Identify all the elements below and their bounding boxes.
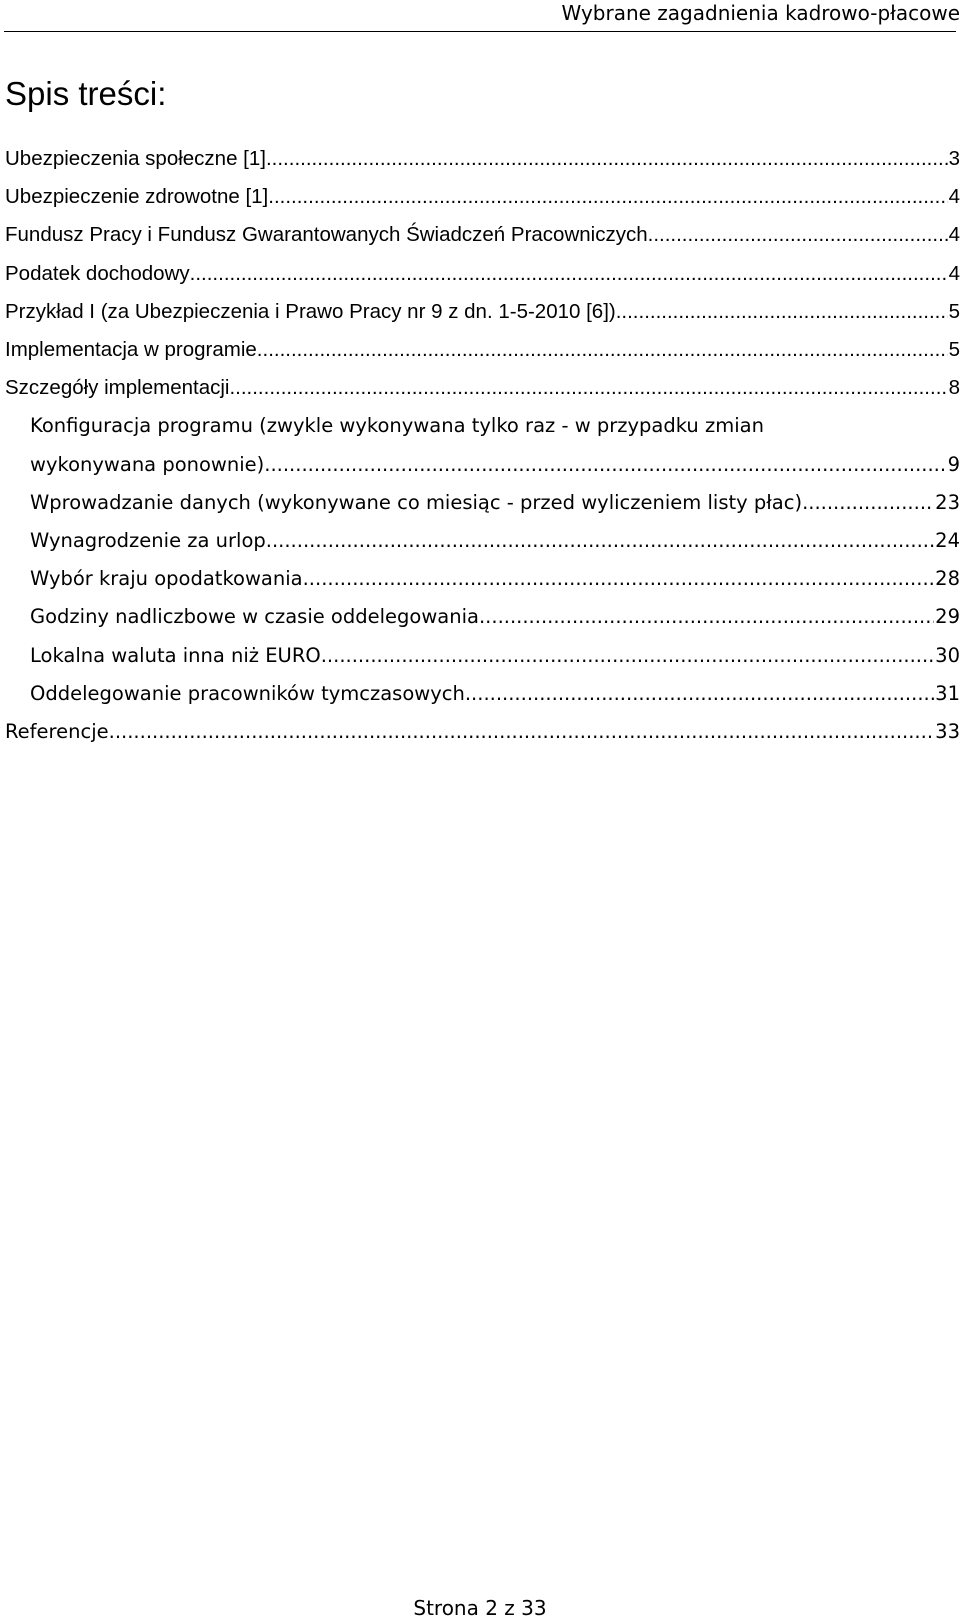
toc-entry-page: 3 [948, 147, 960, 170]
toc-entry[interactable] [0, 178, 960, 216]
toc-entry-page: 5 [948, 338, 960, 362]
toc-entry-text-line1: Konfiguracja programu (zwykle wykonywana tylko raz - w przypadku zmian [30, 414, 764, 438]
toc-dot-leader [616, 293, 948, 331]
toc-entry[interactable] [0, 255, 960, 293]
toc-dot-leader [802, 484, 934, 522]
toc-entry-text: Lokalna waluta inna niż EURO [30, 643, 321, 667]
toc-dot-leader [648, 216, 948, 254]
toc-entry-page: 28 [935, 567, 960, 591]
toc-dot-leader [321, 637, 934, 675]
toc-entry-page: 29 [935, 605, 960, 629]
toc-entry-text: Godziny nadliczbowe w czasie oddelegowania [30, 605, 479, 629]
toc-entry-page: 30 [935, 643, 960, 667]
toc-entry-text: wykonywana ponownie) [30, 452, 265, 476]
toc-entry-page: 24 [935, 529, 960, 553]
toc-entry[interactable] [0, 140, 960, 178]
toc-entry-text: Wprowadzanie danych (wykonywane co miesiąc - przed wyliczeniem listy płac) [30, 490, 803, 514]
toc-dot-leader [229, 369, 947, 407]
toc-entry-text: Implementacja w programie [5, 338, 257, 362]
toc-entry-text: Wybór kraju opodatkowania [30, 567, 303, 591]
toc-entry-text: Fundusz Pracy i Fundusz Gwarantowanych Świadczeń Pracowniczych [5, 223, 648, 247]
toc-dot-leader [266, 140, 948, 178]
toc-entry-text: Szczegóły implementacji [5, 376, 230, 400]
toc-subentry[interactable] [0, 522, 960, 560]
toc-subentry[interactable] [0, 598, 960, 636]
toc-entry-text: Referencje [5, 720, 109, 744]
toc-entry-page: 4 [948, 261, 960, 285]
toc-dot-leader [479, 598, 934, 636]
toc-dot-leader [109, 713, 935, 751]
toc-subentry[interactable] [0, 560, 960, 598]
toc-entry-page: 4 [948, 223, 960, 247]
toc-entry[interactable] [0, 369, 960, 407]
toc-dot-leader [257, 331, 948, 369]
toc-dot-leader [190, 255, 948, 293]
table-of-contents [0, 140, 960, 751]
toc-entry-page: 4 [948, 185, 960, 209]
toc-entry-page: 33 [935, 720, 960, 744]
toc-subentry[interactable] [0, 637, 960, 675]
toc-dot-leader [268, 178, 947, 216]
toc-dot-leader [303, 560, 935, 598]
toc-entry-page: 9 [947, 452, 960, 476]
toc-entry-text: Ubezpieczenie zdrowotne [1] [5, 185, 269, 209]
toc-dot-leader [465, 675, 934, 713]
toc-dot-leader [264, 446, 946, 484]
toc-title: Spis treści: [5, 75, 167, 112]
toc-entry-page: 8 [948, 376, 960, 400]
toc-entry[interactable] [0, 713, 960, 751]
page-number-footer: Strona 2 z 33 [413, 1596, 547, 1620]
toc-entry-text: Wynagrodzenie za urlop [30, 529, 266, 553]
toc-entry[interactable] [0, 293, 960, 331]
header-divider [4, 31, 956, 32]
toc-entry-page: 31 [935, 681, 960, 705]
toc-entry-text: Ubezpieczenia społeczne [1] [5, 147, 266, 170]
toc-entry-page: 5 [948, 299, 960, 323]
toc-subentry[interactable] [0, 407, 960, 483]
toc-entry[interactable] [0, 331, 960, 369]
running-header: Wybrane zagadnienia kadrowo-płacowe [561, 1, 960, 25]
toc-entry[interactable] [0, 216, 960, 254]
toc-entry-text: Podatek dochodowy [5, 261, 190, 285]
toc-entry-text: Oddelegowanie pracowników tymczasowych [30, 681, 465, 705]
toc-subentry[interactable] [0, 484, 960, 522]
toc-subentry[interactable] [0, 675, 960, 713]
toc-dot-leader [266, 522, 934, 560]
toc-entry-page: 23 [935, 490, 960, 514]
toc-entry-text: Przykład I (za Ubezpieczenia i Prawo Pracy nr 9 z dn. 1-5-2010 [6]) [5, 299, 616, 323]
